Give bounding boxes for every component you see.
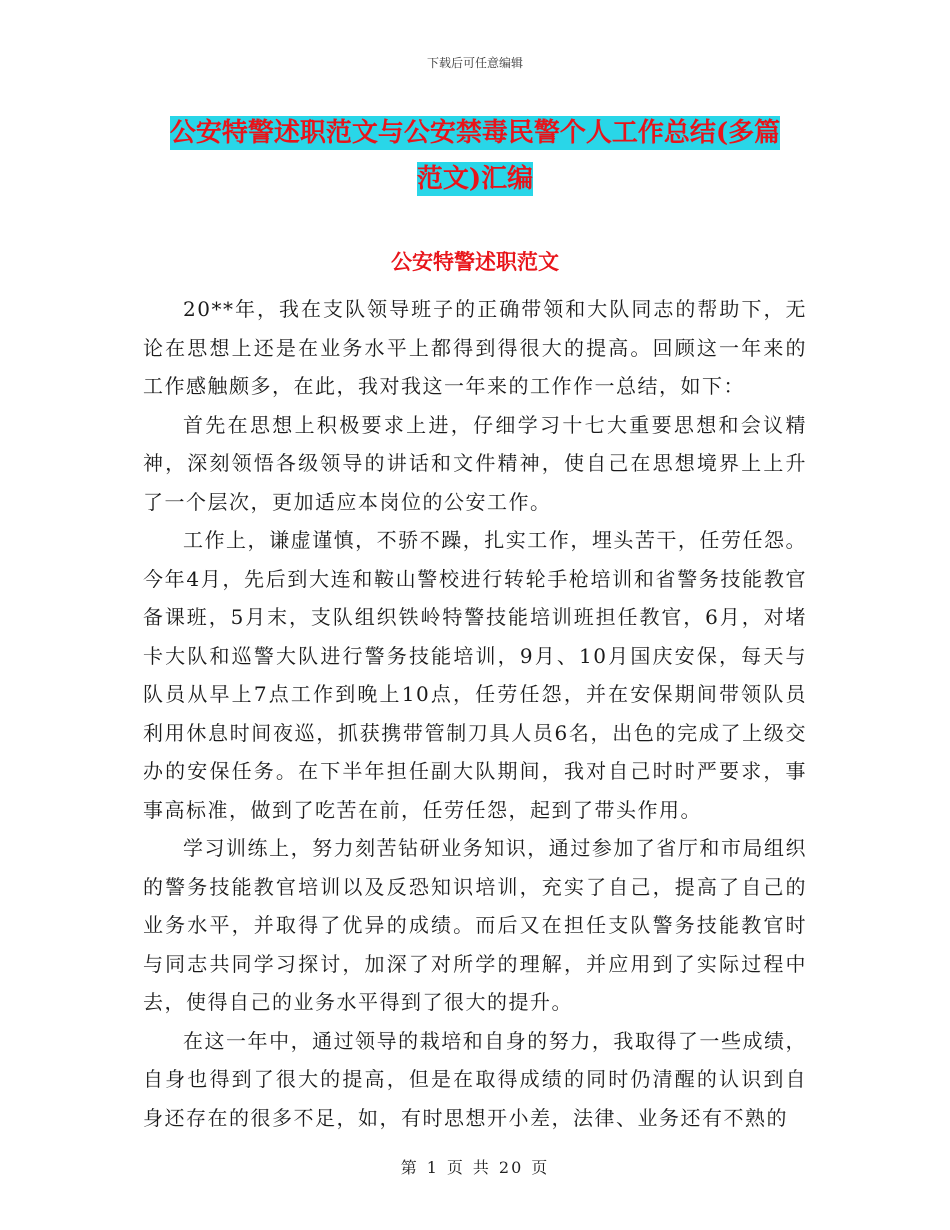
document-title-line-2: 范文)汇编 — [416, 164, 534, 194]
footer-prefix: 第 — [400, 1158, 419, 1177]
total-pages-number: 20 — [498, 1158, 524, 1177]
section-title: 公安特警述职范文 — [391, 249, 559, 274]
page-footer — [0, 1155, 950, 1178]
paragraph: 20**年，我在支队领导班子的正确带领和大队同志的帮助下，无论在思想上还是在业务水平上都得到得很大的提高。回顾这一年来的工作感触颇多，在此，我对我这一年来的工作作一总结，如下： — [143, 297, 807, 398]
footer-total-label: 共 — [472, 1158, 491, 1177]
footer-page-label: 页 — [446, 1158, 465, 1177]
body-text — [143, 290, 807, 1137]
document-title-line-1: 公安特警述职范文与公安禁毒民警个人工作总结(多篇 — [169, 118, 781, 148]
document-title — [140, 110, 810, 202]
paragraph: 工作上，谦虚谨慎，不骄不躁，扎实工作，埋头苦干，任劳任怨。今年4月，先后到大连和鞍山警校进行转轮手枪培训和省警务技能教官备课班，5月末，支队组织铁岭特警技能培训班担任教官，6月，对堵卡大队和巡警大队进行警务技能培训，9月、10月国庆安保，每天与队员从早上7点工作到晚上10点，任劳任怨，并在安保期间带领队员利用休息时间夜巡，抓获携带管制刀具人员6名，出色的完成了上级交办的安保任务。在下半年担任副大队期间，我对自己时时严要求，事事高标准，做到了吃苦在前，任劳任怨，起到了带头作用。 — [143, 528, 807, 822]
footer-suffix: 页 — [531, 1158, 550, 1177]
paragraph: 学习训练上，努力刻苦钻研业务知识，通过参加了省厅和市局组织的警务技能教官培训以及反恐知识培训，充实了自己，提高了自己的业务水平，并取得了优异的成绩。而后又在担任支队警务技能教官时与同志共同学习探讨，加深了对所学的理解，并应用到了实际过程中去，使得自己的业务水平得到了很大的提升。 — [143, 836, 807, 1014]
paragraph: 在这一年中，通过领导的栽培和自身的努力，我取得了一些成绩，自身也得到了很大的提高，但是在取得成绩的同时仍清醒的认识到自身还存在的很多不足，如，有时思想开小差，法律、业务还有不熟的 — [143, 1028, 807, 1130]
paragraph: 首先在思想上积极要求上进，仔细学习十七大重要思想和会议精神，深刻领悟各级领导的讲话和文件精神，使自己在思想境界上上升了一个层次，更加适应本岗位的公安工作。 — [143, 412, 807, 514]
current-page-number: 1 — [426, 1158, 439, 1177]
header-note: 下载后可任意编辑 — [426, 56, 523, 70]
